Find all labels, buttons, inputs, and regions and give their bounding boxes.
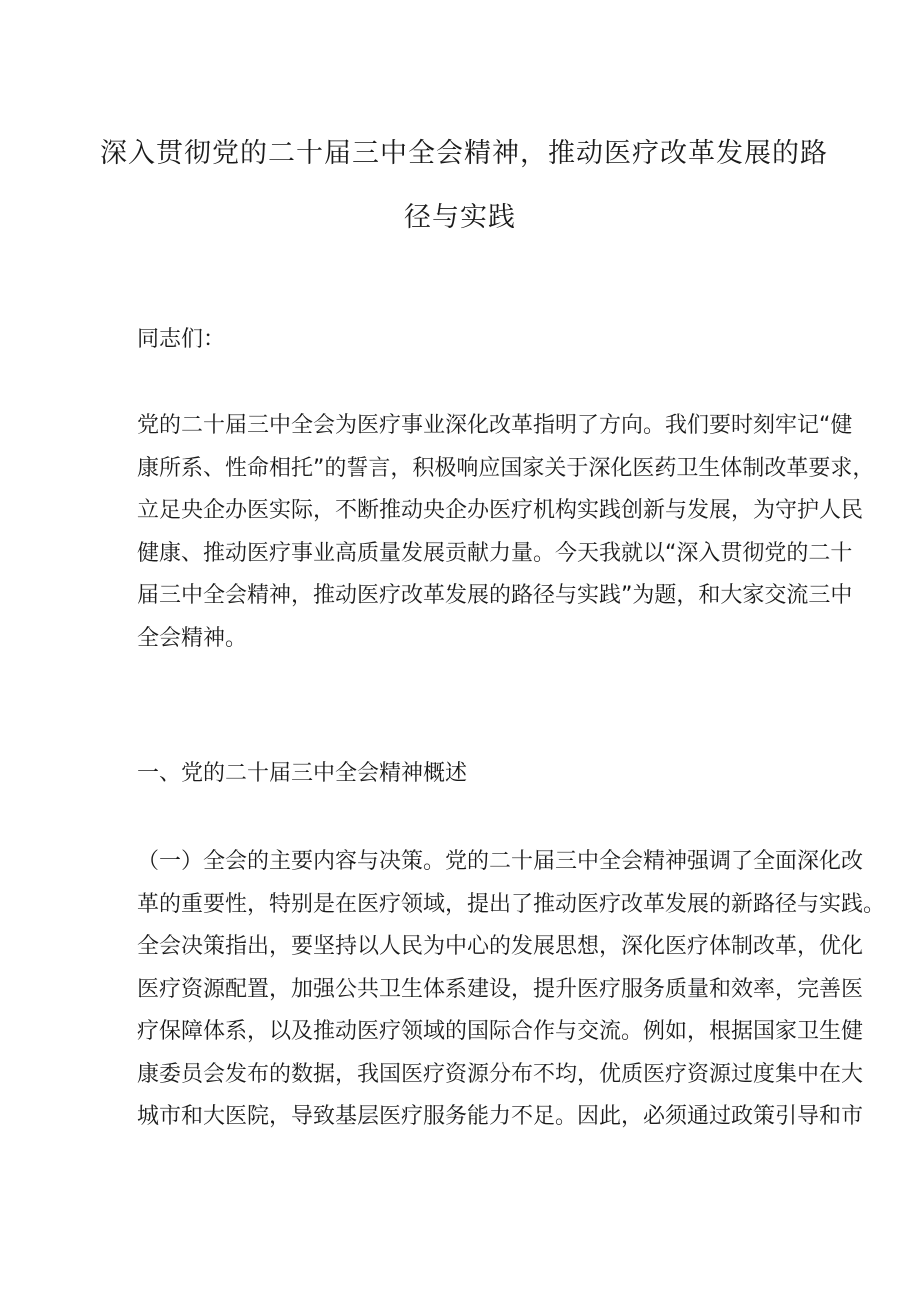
greeting: 同志们： bbox=[137, 327, 226, 352]
paragraph-line: 健康、推动医疗事业高质量发展贡献力量。今天我就以“深入贯彻党的二十 bbox=[137, 540, 853, 566]
paragraph-line: 全会决策指出，要坚持以人民为中心的发展思想，深化医疗体制改革，优化 bbox=[137, 934, 864, 959]
paragraph-line: 康所系、性命相托”的誓言，积极响应国家关于深化医药卫生体制改革要求， bbox=[137, 455, 875, 481]
paragraph-line: 城市和大医院，导致基层医疗服务能力不足。因此，必须通过政策引导和市 bbox=[137, 1104, 864, 1129]
document-title-line-2: 径与实践 bbox=[404, 202, 516, 233]
paragraph-line: 疗保障体系，以及推动医疗领域的国际合作与交流。例如，根据国家卫生健 bbox=[137, 1019, 864, 1044]
paragraph-section-1 bbox=[137, 841, 886, 1139]
paragraph-line: 党的二十届三中全会为医疗事业深化改革指明了方向。我们要时刻牢记“健 bbox=[137, 413, 853, 438]
paragraph-line: 全会精神。 bbox=[137, 625, 248, 651]
paragraph-line: 立足央企办医实际，不断推动央企办医疗机构实践创新与发展，为守护人民 bbox=[137, 498, 864, 523]
paragraph-line: （一）全会的主要内容与决策。党的二十届三中全会精神强调了全面深化改 bbox=[137, 849, 864, 874]
paragraph-intro bbox=[137, 405, 875, 660]
section-heading-1: 一、党的二十届三中全会精神概述 bbox=[137, 761, 468, 786]
document-title-line-1: 深入贯彻党的二十届三中全会精神，推动医疗改革发展的路 bbox=[100, 138, 828, 169]
paragraph-line: 届三中全会精神，推动医疗改革发展的路径与实践”为题，和大家交流三中 bbox=[137, 583, 853, 608]
paragraph-line: 革的重要性，特别是在医疗领域，提出了推动医疗改革发展的新路径与实践。 bbox=[137, 891, 886, 917]
paragraph-line: 医疗资源配置，加强公共卫生体系建设，提升医疗服务质量和效率，完善医 bbox=[137, 976, 864, 1002]
paragraph-line: 康委员会发布的数据，我国医疗资源分布不均，优质医疗资源过度集中在大 bbox=[137, 1061, 864, 1087]
